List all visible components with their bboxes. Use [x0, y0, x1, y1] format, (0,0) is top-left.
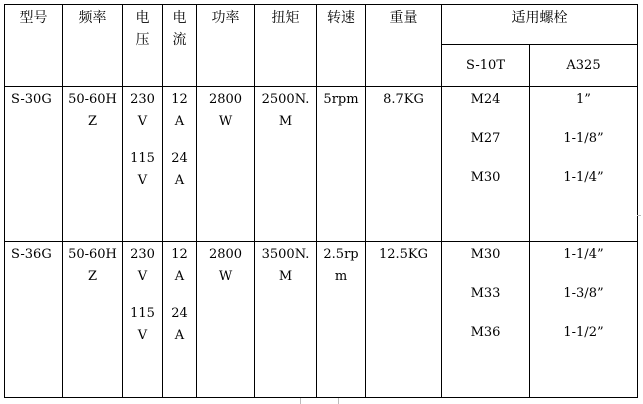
cell-current-a-unit: A — [174, 114, 185, 129]
page-edge-tick — [338, 398, 339, 404]
header-frequency: 频率 — [63, 5, 123, 87]
header-voltage-line2: 压 — [135, 32, 150, 48]
cell-speed — [317, 87, 366, 242]
cell-current — [163, 242, 197, 398]
cell-torque-value: 3500N. — [261, 247, 310, 262]
cell-current-a: 12 — [171, 247, 188, 262]
cell-voltage-a: 230 — [130, 247, 155, 262]
header-power: 功率 — [197, 5, 255, 87]
cell-power-unit: W — [218, 114, 233, 129]
cell-power-unit: W — [218, 269, 233, 284]
table-row — [5, 87, 638, 242]
cell-weight: 8.7KG — [366, 87, 442, 242]
cell-speed-value: 5rpm — [323, 92, 359, 107]
cell-current-b: 24 — [171, 306, 188, 321]
cell-voltage-b-unit: V — [137, 173, 148, 188]
cell-frequency-line2: Z — [87, 114, 98, 129]
cell-frequency — [63, 242, 123, 398]
header-voltage — [123, 5, 163, 87]
bolt-s10t-2: M27 — [470, 131, 501, 146]
bolt-s10t-1: M24 — [470, 92, 501, 107]
cell-current-b-unit: A — [174, 328, 185, 343]
cell-bolts-a325 — [530, 242, 638, 398]
bolt-a325-1: 1-1/4” — [563, 247, 604, 262]
page-edge-tick — [300, 398, 301, 404]
header-current-line2: 流 — [172, 32, 187, 48]
cell-current-b: 24 — [171, 151, 188, 166]
cell-frequency-line1: 50-60H — [68, 92, 117, 107]
cell-bolts-s10t — [442, 242, 530, 398]
cell-torque — [255, 242, 317, 398]
cell-voltage-a: 230 — [130, 92, 155, 107]
cell-speed-value: 2.5rp — [323, 247, 359, 262]
cell-power-value: 2800 — [208, 247, 243, 262]
cell-bolts-a325 — [530, 87, 638, 242]
cell-speed-unit: m — [334, 269, 348, 284]
bolt-s10t-1: M30 — [470, 247, 501, 262]
cell-voltage-b-unit: V — [137, 328, 148, 343]
cell-torque — [255, 87, 317, 242]
cell-speed — [317, 242, 366, 398]
cell-model: S-36G — [5, 242, 63, 398]
cell-current-b-unit: A — [174, 173, 185, 188]
bolt-s10t-3: M36 — [470, 325, 501, 340]
cell-power-value: 2800 — [208, 92, 243, 107]
bolt-a325-3: 1-1/2” — [563, 325, 604, 340]
cell-voltage — [123, 242, 163, 398]
header-model: 型号 — [5, 5, 63, 87]
bolt-a325-2: 1-1/8” — [563, 131, 604, 146]
cell-frequency-line1: 50-60H — [68, 247, 117, 262]
header-current-line1: 电 — [172, 10, 187, 26]
cell-voltage-a-unit: V — [137, 114, 148, 129]
cell-torque-unit: M — [278, 114, 293, 129]
header-voltage-line1: 电 — [135, 10, 150, 26]
bolt-s10t-3: M30 — [470, 170, 501, 185]
header-current — [163, 5, 197, 87]
bolt-s10t-2: M33 — [470, 286, 501, 301]
cell-current — [163, 87, 197, 242]
cell-voltage-b: 115 — [130, 306, 155, 321]
cell-model: S-30G — [5, 87, 63, 242]
cell-frequency-line2: Z — [87, 269, 98, 284]
cell-weight: 12.5KG — [366, 242, 442, 398]
cell-voltage-a-unit: V — [137, 269, 148, 284]
cell-voltage — [123, 87, 163, 242]
cell-frequency — [63, 87, 123, 242]
header-bolt-s10t: S-10T — [442, 45, 530, 87]
cell-current-a-unit: A — [174, 269, 185, 284]
header-weight: 重量 — [366, 5, 442, 87]
bolt-a325-2: 1-3/8” — [563, 286, 604, 301]
header-speed: 转速 — [317, 5, 366, 87]
table-row — [5, 242, 638, 398]
cell-bolts-s10t — [442, 87, 530, 242]
spec-table — [4, 4, 638, 398]
cell-power — [197, 87, 255, 242]
header-bolts: 适用螺栓 — [442, 5, 638, 45]
header-bolt-a325: A325 — [530, 45, 638, 87]
cell-power — [197, 242, 255, 398]
header-torque: 扭矩 — [255, 5, 317, 87]
bolt-a325-1: 1” — [576, 92, 591, 107]
bolt-a325-3: 1-1/4” — [563, 170, 604, 185]
cell-torque-unit: M — [278, 269, 293, 284]
cell-torque-value: 2500N. — [261, 92, 310, 107]
cell-current-a: 12 — [171, 92, 188, 107]
cell-voltage-b: 115 — [130, 151, 155, 166]
page-edge-tick — [637, 215, 641, 216]
